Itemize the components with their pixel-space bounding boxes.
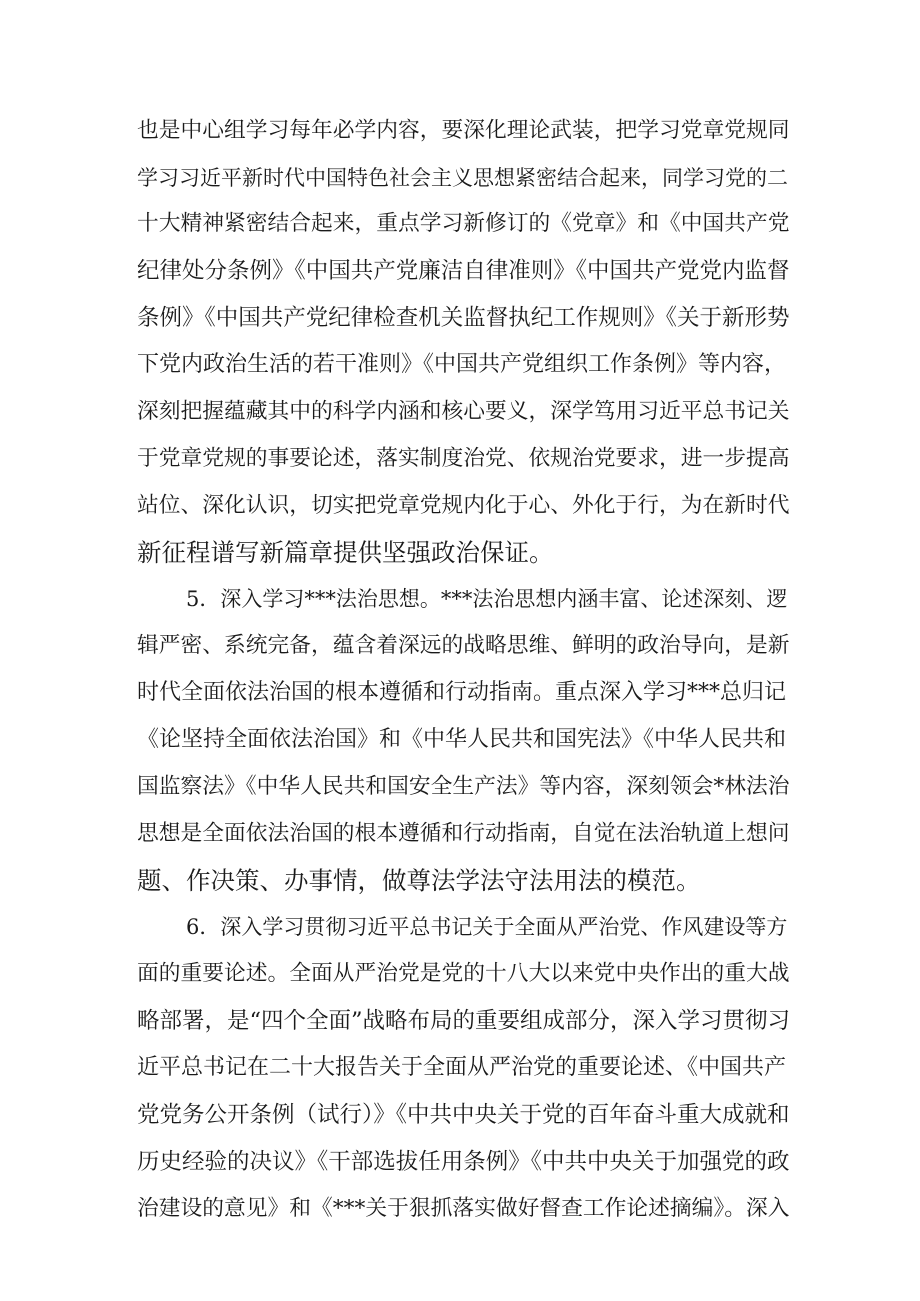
text-line: 条例》《中国共产党纪律检查机关监督执纪工作规则》《关于新形势 xyxy=(137,305,790,331)
text-line: 题、作决策、办事情，做尊法学法守法用法的模范。 xyxy=(137,866,701,895)
text-line: 纪律处分条例》《中国共产党廉洁自律准则》《中国共产党党内监督 xyxy=(137,258,790,284)
section-heading-6: 6．深入学习贯彻习近平总书记关于全面从严治党、作风建设等方 xyxy=(186,915,788,939)
text-line: 《论坚持全面依法治国》和《中华人民共和国宪法》《中华人民共和 xyxy=(137,727,787,752)
text-line: 新征程谱写新篇章提供坚强政治保证。 xyxy=(137,538,554,567)
text-line: 党党务公开条例（试行）》《中共中央关于党的百年奋斗重大成就和 xyxy=(137,1102,790,1128)
text-line: 站位、深化认识，切实把党章党规内化于心、外化于行，为在新时代 xyxy=(137,493,790,518)
text-line: 深刻把握蕴藏其中的科学内涵和核心要义，深学笃用习近平总书记关 xyxy=(137,399,790,424)
text-line: 近平总书记在二十大报告关于全面从严治党的重要论述、《中国共产 xyxy=(137,1055,787,1080)
text-line: 于党章党规的事要论述，落实制度治党、依规治党要求，进一步提高 xyxy=(137,446,790,471)
text-line: 辑严密、系统完备，蕴含着深远的战略思维、鲜明的政治导向，是新 xyxy=(137,633,790,658)
text-line: 时代全面依法治国的根本遵循和行动指南。重点深入学习***总归记 xyxy=(137,680,787,705)
text-line: 略部署，是“四个全面”战略布局的重要组成部分，深入学习贯彻习 xyxy=(137,1008,791,1034)
text-line: 面的重要论述。全面从严治党是党的十八大以来党中央作出的重大战 xyxy=(137,961,790,986)
text-line: 十大精神紧密结合起来，重点学习新修订的《党章》和《中国共产党 xyxy=(137,211,790,236)
text-line: 学习习近平新时代中国特色社会主义思想紧密结合起来，同学习党的二 xyxy=(137,166,788,190)
text-line: 下党内政治生活的若干准则》《中国共产党组织工作条例》等内容， xyxy=(137,352,787,377)
text-line: 历史经验的决议》《干部选拔任用条例》《中共中央关于加强党的政 xyxy=(137,1149,790,1175)
section-heading-5: 5．深入学习***法治思想。***法治思想内涵丰富、论述深刻、逻 xyxy=(186,587,788,611)
text-line: 国监察法》《中华人民共和国安全生产法》等内容，深刻领会*林法治 xyxy=(137,774,790,799)
text-line: 治建设的意见》和《***关于狠抓落实做好督查工作论述摘编》。深入 xyxy=(137,1196,790,1221)
text-line: 也是中心组学习每年必学内容，要深化理论武装，把学习党章党规同 xyxy=(137,118,790,143)
text-line: 思想是全面依法治国的根本遵循和行动指南，自觉在法治轨道上想问 xyxy=(137,821,790,846)
